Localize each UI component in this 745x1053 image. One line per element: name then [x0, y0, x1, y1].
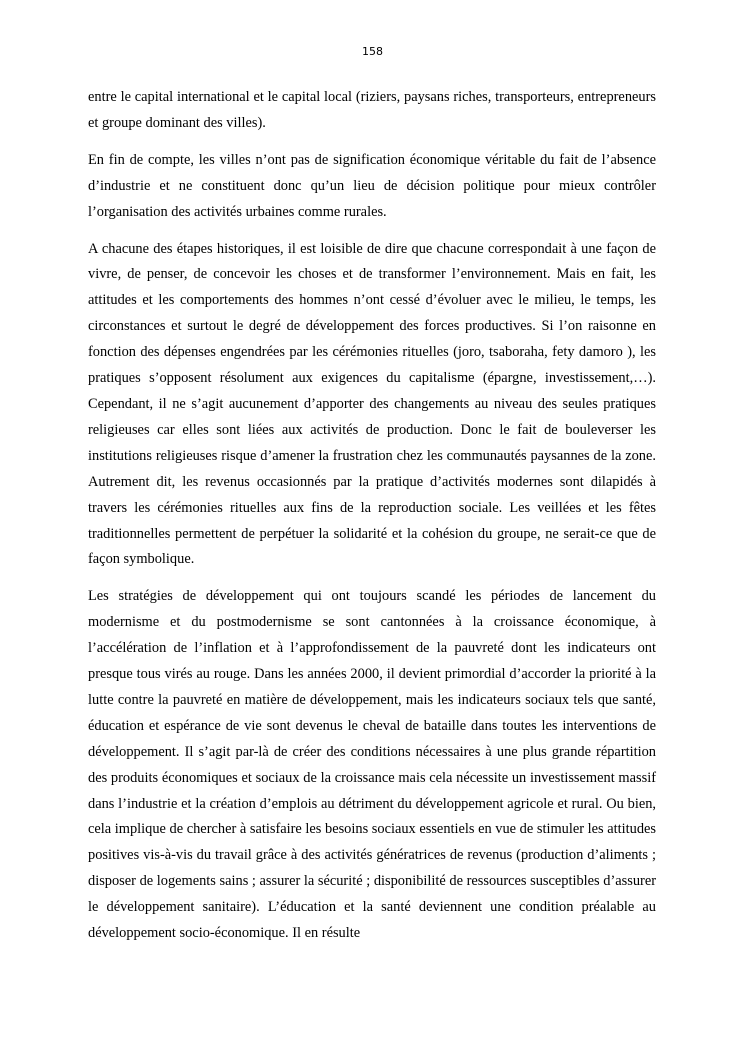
paragraph-2: En fin de compte, les villes n’ont pas de signification économique véritable du fait de l’absence d’industrie et ne constituent donc qu’un lieu de décision politique pour mieux contrôler l’organisation des activités urbaines comme rurales. — [88, 151, 656, 220]
document-body — [88, 85, 656, 947]
paragraph-1: entre le capital international et le capital local (riziers, paysans riches, transporteurs, entrepreneurs et groupe dominant des villes). — [88, 89, 656, 131]
paragraph-3: A chacune des étapes historiques, il est loisible de dire que chacune correspondait à une façon de vivre, de penser, de concevoir les choses et de transformer l’environnement. Mais en fait, les attitudes et les comportements des hommes n’ont cessé d’évoluer avec le milieu, le temps, les circonstances et surtout le degré de développement des forces productives. Si l’on raisonne en fonction des dépenses engendrées par les cérémonies rituelles (joro, tsaboraha, fety damoro ), les pratiques s’opposent résolument aux exigences du capitalisme (épargne, investissement,…). Cependant, il ne s’agit aucunement d’apporter des changements au niveau des seules pratiques religieuses car elles sont liées aux activités de production. Donc le fait de bouleverser les institutions religieuses risque d’amener la frustration chez les communautés paysannes de la zone. Autrement dit, les revenus occasionnés par la pratique d’activités modernes sont dilapidés à travers les cérémonies rituelles aux fins de la reproduction sociale. Les veillées et les fêtes traditionnelles permettent de perpétuer la solidarité et la cohésion du groupe, ne serait-ce que de façon symbolique. — [88, 240, 656, 568]
paragraph-4: Les stratégies de développement qui ont toujours scandé les périodes de lancement du modernisme et du postmodernisme se sont cantonnées à la croissance économique, à l’accélération de l’inflation et à l’approfondissement de la pauvreté dont les indicateurs ont presque tous virés au rouge. Dans les années 2000, il devient primordial d’accorder la priorité à la lutte contre la pauvreté en matière de développement, mais les indicateurs sociaux tels que santé, éducation et espérance de vie sont devenus le cheval de bataille dans toutes les interventions de développement. Il s’agit par-là de créer des conditions nécessaires à une plus grande répartition des produits économiques et sociaux de la croissance mais cela nécessite un investissement massif dans l’industrie et la création d’emplois au détriment du développement agricole et rural. Ou bien, cela implique de chercher à satisfaire les besoins sociaux essentiels en vue de stimuler les attitudes positives vis-à-vis du travail grâce à des activités génératrices de revenus (production d’aliments ; disposer de logements sains ; assurer la sécurité ; disponibilité de ressources susceptibles d’assurer le développement sanitaire). L’éducation et la santé deviennent une condition préalable au développement socio-économique. Il en résulte — [88, 588, 656, 942]
page-number: 158 — [362, 45, 383, 58]
